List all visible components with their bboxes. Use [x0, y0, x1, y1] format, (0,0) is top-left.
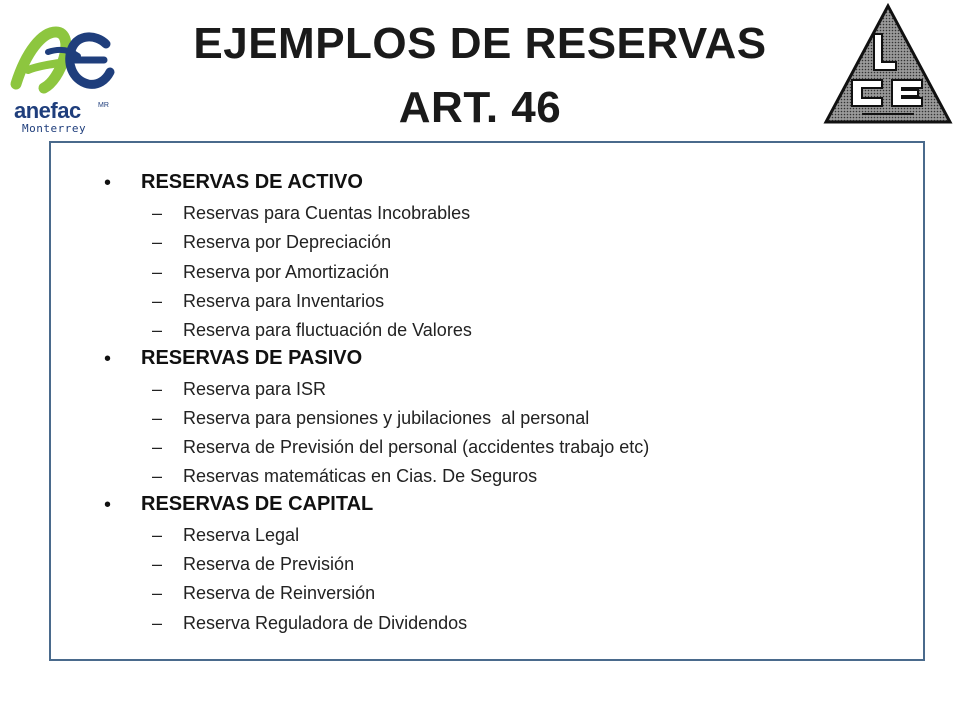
anefac-mark-icon — [8, 22, 118, 102]
list-item: Reserva por Amortización — [183, 261, 390, 282]
dash-icon: – — [152, 583, 163, 604]
dash-icon: – — [152, 232, 163, 253]
list-item: Reservas para Cuentas Incobrables — [183, 203, 471, 223]
anefac-brand-text: anefac — [14, 98, 81, 123]
anefac-logo — [8, 22, 118, 140]
pyramid-icon — [822, 2, 954, 126]
dash-icon: – — [152, 612, 163, 633]
list-item: Reserva para fluctuación de Valores — [183, 320, 472, 341]
list-item: Reserva para ISR — [183, 378, 327, 399]
slide-title-line-1: EJEMPLOS DE RESERVAS — [193, 19, 767, 68]
slide-title-line-2: ART. 46 — [398, 83, 562, 132]
anefac-city-text: Monterrey — [22, 122, 87, 135]
section-heading: RESERVAS DE ACTIVO — [141, 171, 363, 193]
bullet-icon: • — [104, 347, 112, 370]
list-item: Reserva Reguladora de Dividendos — [183, 612, 468, 633]
trademark-mark: MR — [98, 102, 109, 109]
section-heading: RESERVAS DE CAPITAL — [141, 492, 374, 515]
section-heading: RESERVAS DE PASIVO — [141, 346, 363, 369]
dash-icon: – — [152, 320, 163, 341]
list-item: Reserva por Depreciación — [183, 232, 392, 253]
dash-icon: – — [152, 407, 163, 428]
dash-icon: – — [152, 524, 163, 545]
list-item: Reserva para pensiones y jubilaciones al personal — [183, 407, 590, 428]
list-item: Reserva de Previsión — [183, 554, 355, 574]
dash-icon: – — [152, 261, 163, 282]
dash-icon: – — [152, 378, 163, 399]
bullet-icon: • — [104, 493, 112, 516]
dash-icon: – — [152, 203, 163, 223]
dash-icon: – — [152, 290, 163, 311]
list-item: Reserva de Previsión del personal (accidentes trabajo etc) — [183, 437, 650, 458]
list-item: Reserva para Inventarios — [183, 290, 385, 311]
content-panel — [49, 141, 925, 661]
dash-icon: – — [152, 554, 163, 574]
dash-icon: – — [152, 466, 163, 487]
bullet-icon: • — [104, 172, 112, 194]
list-item: Reserva Legal — [183, 524, 300, 545]
lce-pyramid-logo — [822, 2, 954, 126]
dash-icon: – — [152, 437, 163, 458]
list-item: Reserva de Reinversión — [183, 583, 376, 604]
list-item: Reservas matemáticas en Cias. De Seguros — [183, 466, 538, 487]
